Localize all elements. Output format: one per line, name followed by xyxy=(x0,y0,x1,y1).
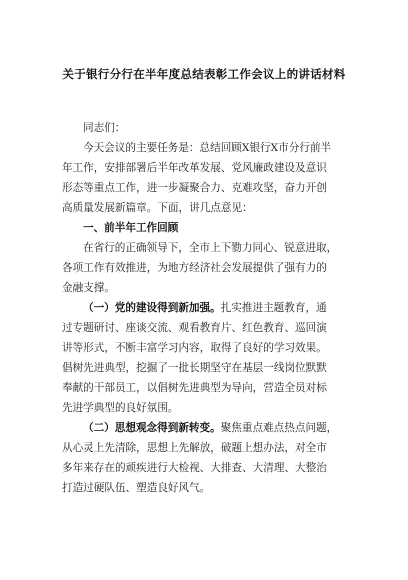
sub1-line-3: 讲等形式，不断丰富学习内容，取得了良好的学习效果。 xyxy=(62,342,327,354)
sub2-line-4: 打造过硬队伍、塑造良好风气。 xyxy=(62,482,211,494)
sub1-line-4: 倡树先进典型，挖掘了一批长期坚守在基层一线岗位默默 xyxy=(62,362,327,374)
salutation: 同志们： xyxy=(83,122,126,134)
sub1-first-line xyxy=(62,298,354,318)
sub2-first-rest: 聚焦重点难点热点问题， xyxy=(220,422,338,434)
section1-line-2: 各项工作有效推进，为地方经济社会发展提供了强有力的 xyxy=(62,262,327,274)
sub1-line-5: 奉献的干部员工，以倡树先进典型为导向，营造全员对标 xyxy=(62,382,327,394)
sub2-line-3: 多年来存在的顽疾进行大检视、大排查、大清理、大整治 xyxy=(62,462,327,474)
intro-line-1: 今天会议的主要任务是：总结回顾X银行X市分行前半 xyxy=(83,142,332,154)
section1-line-3: 金融支撑。 xyxy=(62,282,115,294)
intro-line-3: 形态等重点工作，进一步凝聚合力、克难攻坚，奋力开创 xyxy=(62,182,327,194)
document-title: 关于银行分行在半年度总结表彰工作会议上的讲话材料 xyxy=(62,67,346,81)
section-heading-review: 一、前半年工作回顾 xyxy=(83,222,179,234)
intro-line-2: 年工作，安排部署后半年改革发展、党风廉政建设及意识 xyxy=(62,162,327,174)
document-body xyxy=(62,118,354,498)
sub2-line-2: 从心灵上先清除，思想上先解放，破题上想办法，对全市 xyxy=(62,442,327,454)
sub1-first-rest: 扎实推进主题教育，通 xyxy=(220,302,327,314)
section1-line-1: 在省行的正确领导下，全市上下勠力同心、锐意进取， xyxy=(83,242,338,254)
intro-line-4: 高质量发展新篇章。下面，讲几点意见： xyxy=(62,202,253,214)
sub1-line-2: 过专题研讨、座谈交流、观看教育片、红色教育、巡回演 xyxy=(62,322,327,334)
sub2-first-line xyxy=(62,418,354,438)
sub1-line-6: 先进学典型的良好氛围。 xyxy=(62,402,179,414)
sub2-title: （二）思想观念得到新转变。 xyxy=(83,422,221,434)
sub1-title: （一）党的建设得到新加强。 xyxy=(83,302,221,314)
